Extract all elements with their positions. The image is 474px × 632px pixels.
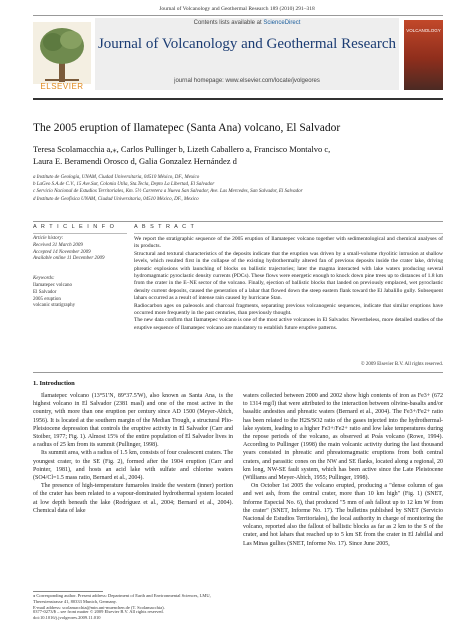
- body-paragraph: Ilamatepec volcano (13°51'N, 89°37.5'W), also known as Santa Ana, is the highest volcano in El Salvador (2381 masl) and one of the most active in the country, with more than one eruption per century since AD 1500 (Meyer-Abich, 1956). It is located at the southern margin of the Median Trough, a structural Plio-Pleistocene depression that controls the eruptive activity in El Salvador (Carr and Stoiber, 1977; Fig. 1). Almost 15% of the entire population of El Salvador lives in a radius of 25 km from its summit (Pullinger, 1998).: [33, 393, 233, 449]
- journal-homepage[interactable]: journal homepage: www.elsevier.com/locate/jvolgeores: [174, 78, 320, 84]
- issn-line: 0377-0273/$ – see front matter © 2009 Elsevier B.V. All rights reserved.: [33, 609, 164, 614]
- history-online: Available online 11 December 2009: [33, 256, 105, 262]
- body-column-left: [33, 392, 233, 515]
- history-received: Received 31 March 2009: [33, 242, 83, 248]
- affiliation-item: c Servicio Nacional de Estudios Territoriales, Km. 5½ Carretera a Nueva San Salvador, Ave. Las Mercedes, San Salvador, El Salvador: [33, 189, 303, 195]
- article-history: [33, 236, 127, 263]
- article-title: The 2005 eruption of Ilamatepec (Santa Ana) volcano, El Salvador: [33, 122, 341, 134]
- authors-line-1: Teresa Scolamacchia a,⁎, Carlos Pullinger b, Lizeth Caballero a, Francisco Montalvo c,: [33, 144, 331, 154]
- divider: [33, 233, 127, 234]
- keyword-list: [33, 283, 127, 310]
- body-paragraph: On October 1st 2005 the volcano erupted, producing a "dense column of gas and wet ash, from the central crater, more than 10 km high" (Fig. 1) (SNET, Informe Especial No. 6), that produced "5 mm of ash fallout up to 12 km W from the crater" (SNET, Informe No. 17). The bulletins published by SNET (Servicio Nacional de Estudios Territoriales), the local authority in charge of monitoring the volcano, reported also the fallout of ballistic blocks as far as 2 km to the S of the crater, and hot lahars that reached up to 5 km SE from the crater in El Jabillal and Las Minas gullies (SNET, Informe No. 17). Since June 2005,: [243, 483, 443, 547]
- affiliation-item: d Instituto de Geofísica UNAM, Ciudad Universitaria, 04510 México, DF., Mexico: [33, 196, 199, 202]
- contents-line: [95, 20, 399, 26]
- history-accepted: Accepted 14 November 2009: [33, 249, 91, 255]
- affiliation-item: b LaGeo S.A.de C.V., 15 Ave.Sur, Colonia Utila, Sta.Tecla, Depto La Libertad, El Salvador: [33, 182, 215, 188]
- sciencedirect-link[interactable]: ScienceDirect: [263, 20, 301, 26]
- divider: [33, 221, 443, 222]
- publisher-logo-text: ELSEVIER: [40, 82, 84, 91]
- keyword-item: volcanic stratigraphy: [33, 303, 76, 309]
- affiliation-item: a Instituto de Geología, UNAM, Ciudad Universitaria, 04510 México, DF., Mexico: [33, 175, 200, 180]
- footnote-divider: [33, 591, 103, 592]
- abstract-body: [134, 236, 443, 332]
- abstract-paragraph: Structural and textural characteristics of the deposits indicate that the eruption was driven by a small-volume rhyolitic intrusion at shallow levels, which resulted first in the collapse of the existing hydrothermally altered fan of previous deposits inside the crater lake, driving phreatic explosions with launching of blocks on ballistic trajectories; later the magma interacted with lake waters producing several hydromagmatic pyroclastic density currents (PDCs). These flows were energetic enough to knock down pine trees up to distances of 1.8 km from the crater in the E–NE sector of the volcano. Finally, ejection of ballistic blocks that landed on previously emplaced, wet pyroclastic density current deposits, caused the generation of a lahar that flowed down the steep eastern flank toward the El Jabalillo gully. Subsequent lahars occurred as a result of intense rain caused by hurricane Stan.: [134, 250, 443, 302]
- tree-icon: [33, 22, 91, 84]
- divider: [134, 233, 443, 234]
- copyright-notice: © 2009 Elsevier B.V. All rights reserved.: [360, 362, 443, 367]
- doi-line[interactable]: doi:10.1016/j.jvolgeores.2009.11.010: [33, 615, 101, 620]
- cover-text: VOLCANOLOGY: [406, 28, 441, 33]
- authors-line-2: Laura E. Beramendi Orosco d, Galia Gonzalez Hernández d: [33, 156, 237, 166]
- body-paragraph: Its summit area, with a radius of 1.5 km, consists of four coalescent craters. The youngest crater, to the SE (Fig. 2), formed after the 1904 eruption (Carr and Pointer, 1981), and hosts an acid lake with sulfate and chlorine waters (SO4/Cl=1.5 mass ratio, Bernard et al., 2004).: [33, 450, 233, 482]
- abstract-paragraph: The new data confirm that Ilamatepec volcano is one of the most active volcanoes in El Salvador. Nevertheless, more detailed studies of the eruptive sequence of Ilamatepec volcano are mandatory to establish future eruptive patterns.: [134, 317, 443, 331]
- affiliations: [33, 174, 443, 203]
- keyword-item: Ilamatepec volcano: [33, 283, 73, 288]
- issn-doi: [33, 609, 233, 621]
- keyword-item: 2005 eruption: [33, 296, 61, 302]
- abstract-paragraph: Radiocarbon ages on paleosols and charcoal fragments, separating previous volcanogenic sequences, indicate that similar eruptions have occurred more frequently in the past centuries, than previously thought.: [134, 302, 443, 317]
- divider: [33, 372, 443, 373]
- keywords-label: Keywords:: [33, 276, 55, 281]
- footnote-corresponding-author: ⁎ Corresponding author. Present address: Department of Earth and Environmental Sciences, LMU, Theresienstrasse 41, 80333 Munich, Germany.: [33, 593, 211, 604]
- body-paragraph: waters collected between 2000 and 2002 show high contents of iron as Fe3+ (672 to 1314 mg/l) that were attributed to the interaction between olivine-basalts and/or basaltic andesites and phreatic waters (Bernard et al., 2004). The Fe3+/Fe2+ ratio has been related to the H2S/SO2 ratio of the gases injected into the hydrothermal-lake system, leading to a higher Fe3+/Fe2+ ratio and low lake temperatures during the repose periods of the volcano, as observed at Poás volcano (Rowe, 1994). According to Pullinger (1998) the main volcanic activity during the last thousand years consisted in phreatic and phreatomagmatic eruptions from both central craters, and parasitic cones on the NW and SE flanks, located along a regional, 20 km long, NW-SE fault system, which has been active since the Late Pleistocene (Williams and Meyer-Abich, 1955; Pullinger, 1998).: [243, 393, 443, 482]
- journal-masthead: [33, 15, 443, 100]
- history-label: Article history:: [33, 236, 64, 241]
- author-list: [33, 143, 443, 167]
- article-info-heading: A R T I C L E I N F O: [33, 224, 116, 230]
- keyword-item: El Salvador: [33, 289, 57, 295]
- contents-prefix: Contents lists available at: [193, 20, 262, 26]
- footnote-email[interactable]: E-mail address: scolamacchia@min.uni-muenchen.de (T. Scolamacchia).: [33, 605, 165, 610]
- elsevier-tree-logo: [33, 22, 91, 84]
- section-heading-introduction: 1. Introduction: [33, 380, 75, 387]
- body-column-right: [243, 392, 443, 548]
- body-paragraph: The presence of high-temperature fumaroles inside the western (inner) portion of the crater has been related to a vapour-dominated hydrothermal system located at low depth beneath the lake (Rodríguez et al., 2004; Bernard et al., 2004). Chemical data of lake: [33, 483, 233, 514]
- journal-title: Journal of Volcanology and Geothermal Research: [97, 36, 397, 52]
- journal-reference: Journal of Volcanology and Geothermal Research 189 (2010) 291–318: [159, 6, 315, 12]
- abstract-paragraph: We report the stratigraphic sequence of the 2005 eruption of Ilamatepec volcano together with sedimentological and chemical analyses of its products.: [134, 236, 443, 250]
- abstract-heading: A B S T R A C T: [134, 224, 196, 230]
